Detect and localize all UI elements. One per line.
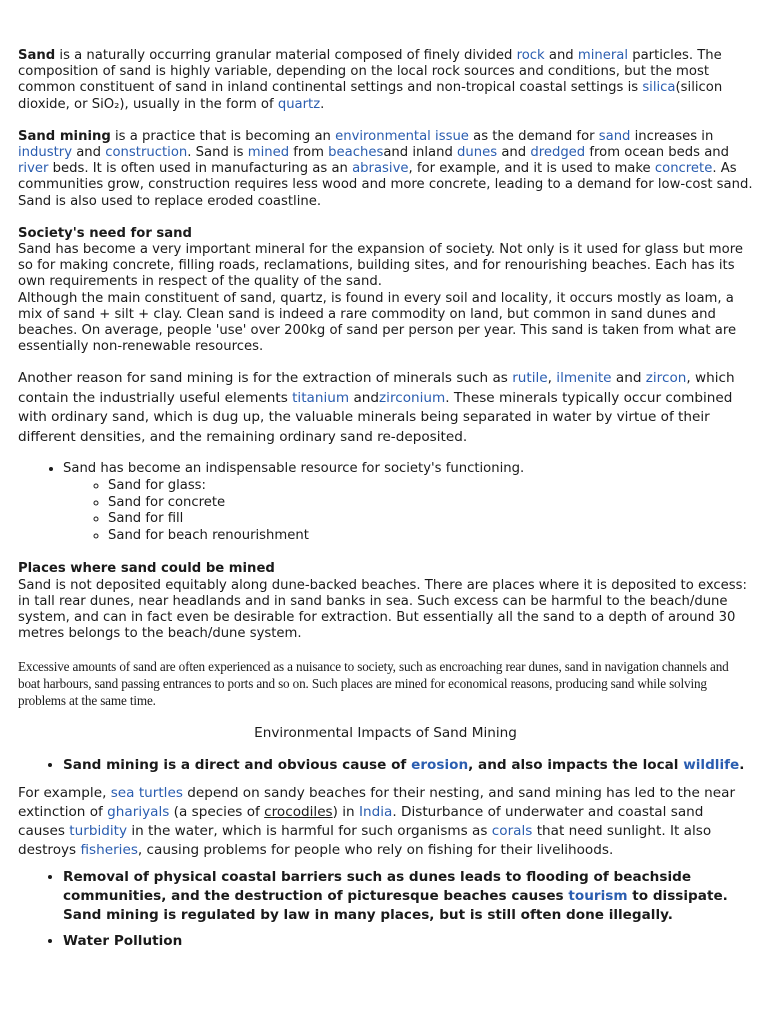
sublist-item: ◦ Sand for fill (108, 511, 753, 528)
heading-society-need: Society's need for sand (18, 225, 192, 241)
link-concrete[interactable]: concrete (654, 161, 713, 177)
link-titanium[interactable]: titanium (292, 389, 350, 406)
link-zirconium[interactable]: zirconium (379, 389, 446, 406)
sublist-item: ◦ Sand for glass: (108, 478, 753, 495)
link-wildlife[interactable]: wildlife (683, 756, 740, 773)
heading-places: Places where sand could be mined (18, 561, 275, 577)
nuisance-paragraph: Excessive amounts of sand are often experienced as a nuisance to society, such as encroaching rear dunes, sand in navigation channels and boat harbours, sand passing entrances to ports and so on. Such places are mined for economical reasons, producing sand while solving problems at the same time. (18, 659, 729, 709)
link-fisheries[interactable]: fisheries (80, 842, 138, 859)
link-abrasive[interactable]: abrasive (352, 161, 409, 177)
sand-mining-paragraph: Sand mining is a practice that is becoming an environmental issue as the demand for sand increases in industry and construction. Sand is mined from beachesand inland dunes and dredged from ocean beds and river beds. It is often used in manufacturing as an abrasive, for example, and it is used to make concrete. As communities grow, construction requires less wood and more concrete, leading to a demand for low-cost sand. Sand is also used to replace eroded coastline. (18, 128, 753, 209)
places-text: Sand is not deposited equitably along dune-backed beaches. There are places where it is deposited to excess: in tall rear dunes, near headlands and in sand banks in sea. Such excess can be harmful to the beach/dune system, and can in fact even be desirable for extraction. But essentially all the sand to a depth of around 30 metres belongs to the beach/dune system. (18, 577, 747, 642)
term-sand: Sand (18, 48, 56, 63)
link-rock[interactable]: rock (516, 48, 545, 63)
impacts-list-1 (18, 756, 753, 775)
link-turbidity[interactable]: turbidity (69, 823, 128, 840)
link-silica[interactable]: silica (642, 80, 676, 96)
impacts-list-2 (18, 868, 753, 951)
link-tourism[interactable]: tourism (568, 888, 628, 905)
society-text-1: Sand has become a very important mineral for the expansion of society. Not only is it used for glass but more so for making concrete, filling roads, reclamations, building sites, and for renourishing beaches. Each has its own requirements in respect of the quality of the sand. (18, 242, 743, 290)
link-environmental-issue[interactable]: environmental issue (335, 128, 469, 144)
list-item: • Sand mining is a direct and obvious cause of erosion, and also impacts the local wildlife. (63, 756, 753, 775)
link-corals[interactable]: corals (491, 823, 533, 840)
list-item: • Sand has become an indispensable resource for society's functioning. ◦ Sand for glass: ◦ Sand for concrete ◦ Sand for fill ◦ Sand for beach renourishment (63, 461, 753, 544)
link-dunes[interactable]: dunes (457, 145, 498, 161)
society-text-2: Although the main constituent of sand, quartz, is found in every soil and locality, it occurs mostly as loam, a mix of sand + silt + clay. Clean sand is indeed a rare commodity on land, but common in sand dunes and beaches. On average, people 'use' over 200kg of sand per person per year. This sand is taken from what are essentially non-renewable resources. (18, 290, 737, 355)
link-beaches[interactable]: beaches (328, 145, 384, 161)
link-zircon[interactable]: zircon (645, 370, 687, 387)
link-sea-turtles[interactable]: sea turtles (110, 784, 183, 801)
intro-paragraph: Sand is a naturally occurring granular material composed of finely divided rock and mineral particles. The composition of sand is highly variable, depending on the local rock sources and conditions, but the most common constituent of sand in inland continental settings and non-tropical coastal settings is silica(silicon dioxide, or SiO₂), usually in the form of quartz. (18, 48, 723, 112)
turtles-paragraph: For example, sea turtles depend on sandy beaches for their nesting, and sand mining has led to the near extinction of ghariyals (a species of crocodiles) in India. Disturbance of underwater and coastal sand causes turbidity in the water, which is harmful for such organisms as corals that need sunlight. It also destroys fisheries, causing problems for people who rely on fishing for their livelihoods. (18, 784, 736, 859)
link-sand[interactable]: sand (598, 128, 631, 144)
minerals-paragraph: Another reason for sand mining is for the extraction of minerals such as rutile, ilmenite and zircon, which contain the industrially useful elements titanium andzirconium. These minerals typically occur combined with ordinary sand, which is dug up, the valuable minerals being separated in water by virtue of their different densities, and the remaining ordinary sand re-deposited. (18, 370, 735, 445)
uses-sublist (63, 478, 753, 544)
sublist-item: ◦ Sand for concrete (108, 495, 753, 512)
link-quartz[interactable]: quartz (277, 96, 321, 112)
link-crocodiles[interactable]: crocodiles (264, 803, 333, 820)
document-page (18, 48, 753, 951)
list-item: • Water Pollution (63, 932, 753, 951)
link-mineral[interactable]: mineral (577, 48, 629, 63)
link-industry[interactable]: industry (18, 145, 73, 161)
link-dredged[interactable]: dredged (530, 145, 586, 161)
link-india[interactable]: India (358, 803, 393, 820)
section-title-impacts: Environmental Impacts of Sand Mining (254, 725, 517, 742)
sublist-item: ◦ Sand for beach renourishment (108, 528, 753, 545)
uses-list (18, 461, 753, 544)
link-mined[interactable]: mined (247, 145, 290, 161)
link-river[interactable]: river (18, 161, 49, 177)
link-erosion[interactable]: erosion (411, 756, 469, 773)
list-item: • Removal of physical coastal barriers such as dunes leads to flooding of beachside communities, and the destruction of picturesque beaches causes tourism to dissipate. Sand mining is regulated by law in many places, but is still often done illegally. (63, 868, 753, 925)
link-construction[interactable]: construction (105, 145, 188, 161)
term-sand-mining: Sand mining (18, 128, 111, 144)
link-ghariyals[interactable]: ghariyals (107, 803, 170, 820)
link-rutile[interactable]: rutile (512, 370, 548, 387)
link-ilmenite[interactable]: ilmenite (556, 370, 612, 387)
